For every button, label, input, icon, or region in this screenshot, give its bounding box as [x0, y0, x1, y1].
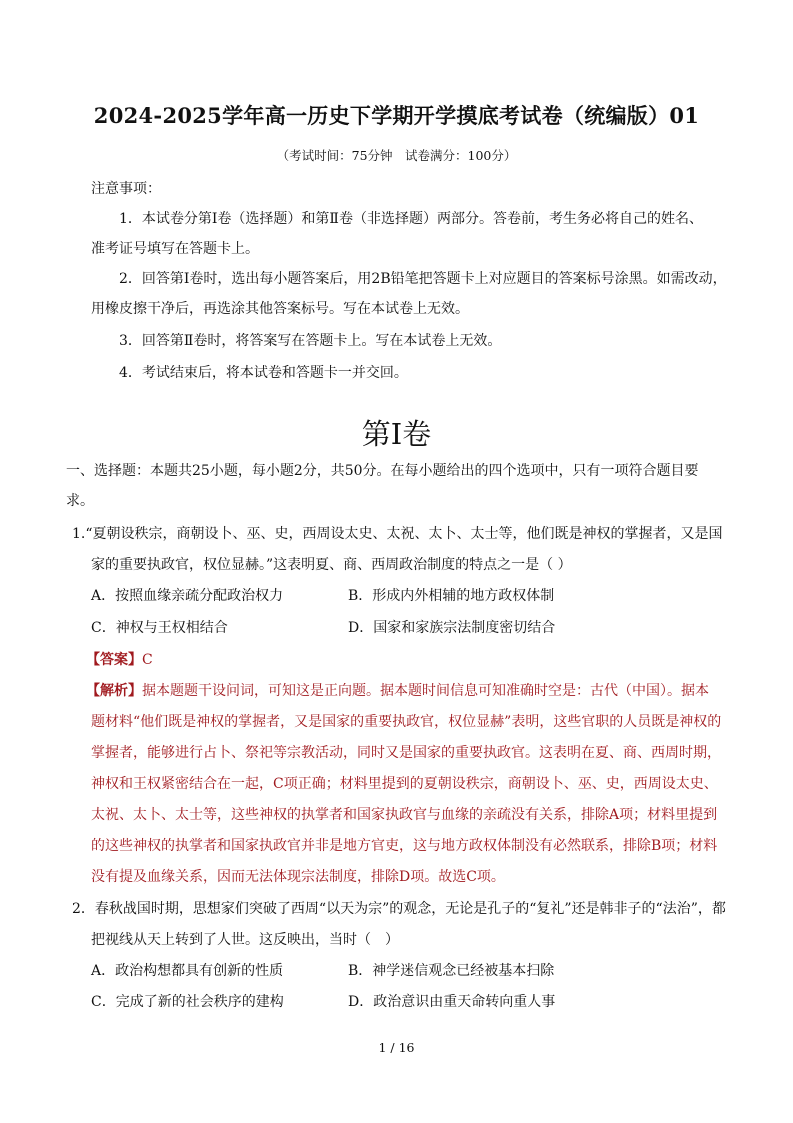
- answer-value: C: [142, 652, 153, 668]
- exam-subtitle: （考试时间：75分钟 试卷满分：100分）: [276, 148, 517, 163]
- notice-item-1-line-1: 1．本试卷分第Ⅰ卷（选择题）和第Ⅱ卷（非选择题）两部分。答卷前，考生务必将自己的姓名、: [119, 211, 703, 227]
- q1-analysis-line-7: 没有提及血缘关系，因而无法体现宗法制度，排除D项。故选C项。: [91, 869, 505, 885]
- section-instruction-line-2: 求。: [66, 493, 94, 509]
- notice-item-1-line-2: 准考证号填写在答题卡上。: [91, 241, 259, 257]
- answer-label: 【答案】: [86, 652, 142, 668]
- page-number: 1 / 16: [378, 1040, 415, 1055]
- section-instruction-line-1: 一、选择题：本题共25小题，每小题2分，共50分。在每小题给出的四个选项中，只有一项符合题目要: [66, 463, 699, 479]
- notice-item-4: 4．考试结束后，将本试卷和答题卡一并交回。: [119, 365, 408, 381]
- q2-stem-line-1: 2．春秋战国时期，思想家们突破了西周“以天为宗”的观念，无论是孔子的“复礼”还是韩非子的“法治”，都: [72, 901, 726, 917]
- q1-option-b: B．形成内外相辅的地方政权体制: [348, 588, 555, 604]
- q2-option-d: D．政治意识由重天命转向重人事: [348, 994, 556, 1010]
- q2-option-b: B．神学迷信观念已经被基本扫除: [348, 963, 555, 979]
- q1-option-a: A．按照血缘亲疏分配政治权力: [91, 588, 284, 604]
- notice-heading: 注意事项：: [91, 181, 161, 197]
- notice-item-2-line-2: 用橡皮擦干净后，再选涂其他答案标号。写在本试卷上无效。: [91, 301, 469, 317]
- q2-option-a: A．政治构想都具有创新的性质: [91, 963, 284, 979]
- q1-analysis-line-1: [86, 680, 709, 700]
- q1-option-d: D．国家和家族宗法制度密切结合: [348, 620, 556, 636]
- q1-analysis-line-2: 题材料“他们既是神权的掌握者，又是国家的重要执政官，权位显赫”表明，这些官职的人员既是神权的: [91, 714, 722, 730]
- q1-analysis-line-4: 神权和王权紧密结合在一起，C项正确；材料里提到的夏朝设秩宗，商朝设卜、巫、史，西周设太史、: [91, 776, 718, 792]
- notice-item-3: 3．回答第Ⅱ卷时，将答案写在答题卡上。写在本试卷上无效。: [119, 333, 502, 349]
- q2-option-c: C．完成了新的社会秩序的建构: [91, 994, 284, 1010]
- q1-answer: [86, 649, 153, 669]
- analysis-text: 据本题题干设问词，可知这是正向题。据本题时间信息可知准确时空是：古代（中国）。据本: [142, 683, 709, 699]
- q1-stem-line-2: 家的重要执政官，权位显赫。”这表明夏、商、西周政治制度的特点之一是（ ）: [91, 557, 572, 573]
- q1-stem-line-1: 1.“夏朝设秩宗，商朝设卜、巫、史，西周设太史、太祝、太卜、太士等，他们既是神权的掌握者，又是国: [72, 526, 723, 542]
- q1-analysis-line-5: 太祝、太卜、太士等，这些神权的执掌者和国家执政官与血缘的亲疏没有关系，排除A项；材料里提到: [91, 807, 718, 823]
- section-title: 第Ⅰ卷: [361, 417, 432, 451]
- q1-analysis-line-3: 掌握者，能够进行占卜、祭祀等宗教活动，同时又是国家的重要执政官。这表明在夏、商、西周时期，: [91, 745, 721, 761]
- exam-title: 2024-2025学年高一历史下学期开学摸底考试卷（统编版）01: [93, 103, 700, 128]
- notice-item-2-line-1: 2．回答第Ⅰ卷时，选出每小题答案后，用2B铅笔把答题卡上对应题目的答案标号涂黑。如需改动，: [119, 271, 727, 287]
- q2-stem-line-2: 把视线从天上转到了人世。这反映出，当时（ ）: [91, 932, 399, 948]
- q1-option-c: C．神权与王权相结合: [91, 620, 228, 636]
- analysis-label: 【解析】: [86, 683, 142, 699]
- q1-analysis-line-6: 的这些神权的执掌者和国家执政官并非是地方官吏，这与地方政权体制没有必然联系，排除B项；材料: [91, 838, 718, 854]
